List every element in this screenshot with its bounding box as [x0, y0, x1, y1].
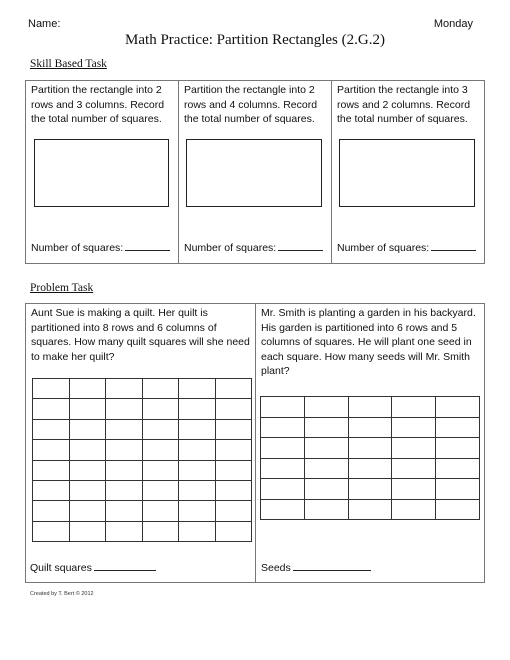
garden-answer-label: Seeds: [261, 562, 291, 574]
grid-cell[interactable]: [69, 501, 106, 521]
problem-section-label: Problem Task: [30, 282, 94, 294]
grid-row: [261, 397, 480, 418]
grid-row: [33, 480, 252, 500]
garden-grid[interactable]: [260, 396, 480, 520]
grid-cell[interactable]: [106, 460, 143, 480]
grid-cell[interactable]: [436, 458, 480, 479]
grid-cell[interactable]: [392, 479, 436, 500]
grid-row: [261, 458, 480, 479]
grid-cell[interactable]: [106, 399, 143, 419]
grid-cell[interactable]: [436, 438, 480, 459]
grid-cell[interactable]: [436, 397, 480, 418]
skill-task-2-rectangle[interactable]: [186, 139, 322, 207]
grid-cell[interactable]: [348, 397, 392, 418]
skill-task-2-answer: [184, 240, 323, 254]
grid-cell[interactable]: [179, 379, 216, 399]
quilt-answer: [30, 560, 156, 574]
grid-cell[interactable]: [106, 440, 143, 460]
grid-cell[interactable]: [142, 440, 179, 460]
skill-task-1-rectangle[interactable]: [34, 139, 169, 207]
grid-cell[interactable]: [179, 501, 216, 521]
grid-cell[interactable]: [33, 501, 70, 521]
grid-cell[interactable]: [348, 479, 392, 500]
quilt-grid[interactable]: [32, 378, 252, 542]
skill-task-1-instruction: Partition the rectangle into 2 rows and 3 columns. Record the total number of squares.: [31, 84, 165, 125]
day-label: Monday: [433, 18, 473, 30]
grid-cell[interactable]: [33, 419, 70, 439]
grid-row: [33, 501, 252, 521]
grid-cell[interactable]: [69, 460, 106, 480]
garden-answer: [261, 560, 371, 574]
grid-cell[interactable]: [348, 438, 392, 459]
page-title: Math Practice: Partition Rectangles (2.G.2): [125, 32, 385, 48]
name-label: Name:: [28, 18, 61, 30]
grid-cell[interactable]: [392, 499, 436, 520]
grid-cell[interactable]: [304, 438, 348, 459]
grid-cell[interactable]: [179, 419, 216, 439]
skill-task-3-answer: [337, 240, 476, 254]
quilt-answer-label: Quilt squares: [30, 562, 92, 574]
grid-row: [33, 460, 252, 480]
grid-row: [33, 521, 252, 541]
skill-task-1-answer: [31, 240, 170, 254]
skill-task-frame: [25, 80, 485, 264]
grid-cell[interactable]: [304, 458, 348, 479]
skill-task-3-rectangle[interactable]: [339, 139, 475, 207]
skill-task-3-instruction: Partition the rectangle into 3 rows and 2 columns. Record the total number of squares.: [337, 84, 471, 125]
grid-cell[interactable]: [348, 417, 392, 438]
grid-cell[interactable]: [106, 480, 143, 500]
grid-cell[interactable]: [215, 399, 252, 419]
skill-task-2-instruction: Partition the rectangle into 2 rows and 4 columns. Record the total number of squares.: [184, 84, 318, 125]
grid-cell[interactable]: [33, 480, 70, 500]
grid-cell[interactable]: [304, 417, 348, 438]
column-divider: [255, 304, 256, 582]
grid-cell[interactable]: [69, 521, 106, 541]
grid-cell[interactable]: [179, 399, 216, 419]
grid-cell[interactable]: [215, 480, 252, 500]
grid-cell[interactable]: [69, 379, 106, 399]
skill-section-label: Skill Based Task: [30, 58, 107, 70]
grid-row: [33, 440, 252, 460]
grid-cell[interactable]: [392, 458, 436, 479]
grid-cell[interactable]: [348, 458, 392, 479]
skill-task-1-answer-label: Number of squares:: [31, 242, 124, 254]
column-divider: [178, 81, 179, 263]
column-divider: [331, 81, 332, 263]
skill-task-1-answer-blank[interactable]: [125, 240, 170, 251]
grid-cell[interactable]: [304, 499, 348, 520]
grid-row: [261, 499, 480, 520]
grid-cell[interactable]: [69, 419, 106, 439]
grid-cell[interactable]: [106, 521, 143, 541]
skill-task-2-answer-label: Number of squares:: [184, 242, 277, 254]
grid-cell[interactable]: [33, 399, 70, 419]
credit-line: Created by T. Bert © 2012: [30, 591, 94, 597]
grid-cell[interactable]: [215, 501, 252, 521]
grid-cell[interactable]: [33, 521, 70, 541]
grid-cell[interactable]: [392, 438, 436, 459]
garden-answer-blank[interactable]: [293, 560, 371, 571]
grid-cell[interactable]: [142, 501, 179, 521]
grid-cell[interactable]: [33, 440, 70, 460]
grid-cell[interactable]: [348, 499, 392, 520]
quilt-problem-text: Aunt Sue is making a quilt. Her quilt is partitioned into 8 rows and 6 columns of squares. How many quilt squares will she need to make her quilt?: [31, 307, 250, 363]
skill-task-2-answer-blank[interactable]: [278, 240, 323, 251]
grid-cell[interactable]: [436, 417, 480, 438]
grid-cell[interactable]: [215, 419, 252, 439]
grid-cell[interactable]: [215, 440, 252, 460]
grid-cell[interactable]: [261, 458, 305, 479]
quilt-answer-blank[interactable]: [94, 560, 156, 571]
grid-cell[interactable]: [106, 501, 143, 521]
grid-cell[interactable]: [179, 440, 216, 460]
grid-row: [261, 479, 480, 500]
grid-cell[interactable]: [69, 399, 106, 419]
problem-task-frame: [25, 303, 485, 583]
grid-cell[interactable]: [261, 499, 305, 520]
grid-cell[interactable]: [261, 417, 305, 438]
grid-cell[interactable]: [69, 440, 106, 460]
skill-task-3-answer-blank[interactable]: [431, 240, 476, 251]
grid-row: [261, 438, 480, 459]
grid-cell[interactable]: [142, 460, 179, 480]
grid-cell[interactable]: [215, 521, 252, 541]
grid-cell[interactable]: [142, 379, 179, 399]
grid-cell[interactable]: [106, 419, 143, 439]
grid-cell[interactable]: [304, 397, 348, 418]
grid-cell[interactable]: [261, 438, 305, 459]
grid-cell[interactable]: [33, 379, 70, 399]
grid-cell[interactable]: [436, 479, 480, 500]
grid-row: [33, 379, 252, 399]
grid-cell[interactable]: [392, 397, 436, 418]
grid-cell[interactable]: [215, 379, 252, 399]
garden-problem-text: Mr. Smith is planting a garden in his backyard. His garden is partitioned into 6 rows and 5 columns of squares. He will plant one seed in each square. How many seeds will Mr. Smith plant?: [261, 307, 476, 377]
grid-cell[interactable]: [69, 480, 106, 500]
grid-cell[interactable]: [33, 460, 70, 480]
grid-cell[interactable]: [304, 479, 348, 500]
grid-cell[interactable]: [179, 521, 216, 541]
grid-row: [33, 399, 252, 419]
grid-cell[interactable]: [106, 379, 143, 399]
grid-cell[interactable]: [436, 499, 480, 520]
grid-cell[interactable]: [261, 479, 305, 500]
grid-cell[interactable]: [261, 397, 305, 418]
grid-cell[interactable]: [142, 399, 179, 419]
grid-row: [33, 419, 252, 439]
grid-cell[interactable]: [215, 460, 252, 480]
grid-cell[interactable]: [179, 460, 216, 480]
grid-row: [261, 417, 480, 438]
grid-cell[interactable]: [179, 480, 216, 500]
grid-cell[interactable]: [142, 480, 179, 500]
grid-cell[interactable]: [142, 521, 179, 541]
grid-cell[interactable]: [392, 417, 436, 438]
skill-task-3-answer-label: Number of squares:: [337, 242, 430, 254]
grid-cell[interactable]: [142, 419, 179, 439]
